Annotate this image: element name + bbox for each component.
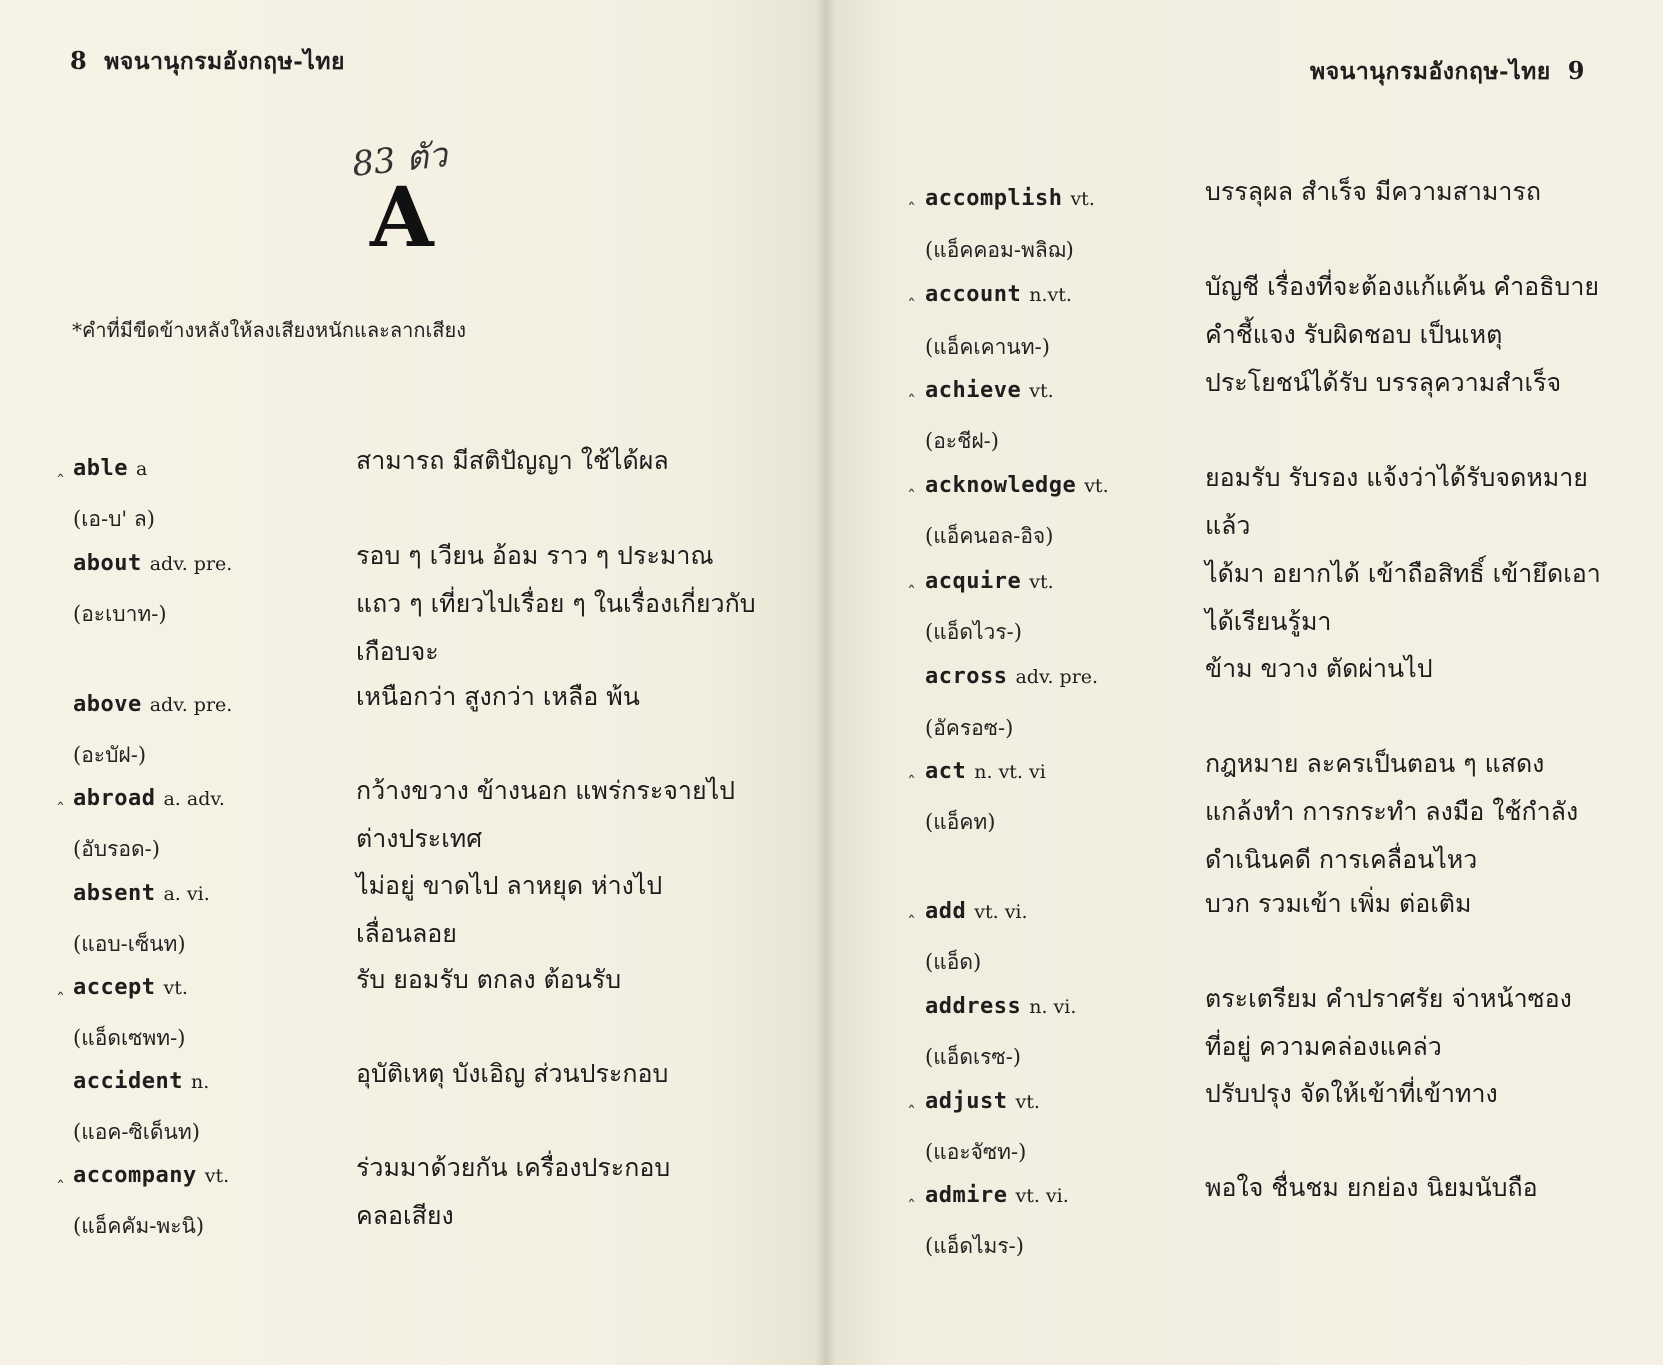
part-of-speech: vt. vi. bbox=[974, 901, 1028, 923]
definition: ปรับปรุง จัดให้เข้าที่เข้าทาง bbox=[1205, 1079, 1498, 1108]
pronunciation: (อะเบาท-) bbox=[73, 602, 167, 626]
stress-mark-icon: ˆ bbox=[907, 487, 916, 508]
definition: บัญชี เรื่องที่จะต้องแก้แค้น คำอธิบาย คำชี้แจง รับผิดชอบ เป็นเหตุ bbox=[1205, 272, 1600, 349]
part-of-speech: vt. vi. bbox=[1015, 1185, 1069, 1207]
definition: อุบัติเหตุ บังเอิญ ส่วนประกอบ bbox=[356, 1059, 669, 1088]
pronunciation: (แอ็คนอล-อิจ) bbox=[925, 524, 1054, 548]
pronunciation: (แอ็ด) bbox=[925, 950, 982, 974]
headword: across bbox=[925, 664, 1008, 689]
headword: acknowledge bbox=[925, 473, 1077, 498]
stress-mark-icon: ˆ bbox=[907, 392, 916, 413]
part-of-speech: vt. bbox=[1015, 1091, 1040, 1113]
definition: สามารถ มีสติปัญญา ใช้ได้ผล bbox=[356, 446, 669, 475]
stress-mark-icon: ˆ bbox=[56, 990, 65, 1011]
part-of-speech: a. adv. bbox=[163, 788, 225, 810]
definition: พอใจ ชื่นชม ยกย่อง นิยมนับถือ bbox=[1205, 1173, 1538, 1202]
stress-mark-icon: ˆ bbox=[56, 800, 65, 821]
part-of-speech: n.vt. bbox=[1029, 284, 1072, 306]
part-of-speech: n. vt. vi bbox=[974, 761, 1046, 783]
part-of-speech: a. vi. bbox=[163, 883, 210, 905]
definition: บรรลุผล สำเร็จ มีความสามารถ bbox=[1205, 177, 1541, 206]
definition: ไม่อยู่ ขาดไป ลาหยุด ห่างไป เลื่อนลอย bbox=[356, 871, 663, 948]
part-of-speech: adv. pre. bbox=[149, 553, 233, 575]
page-title: พจนานุกรมอังกฤษ-ไทย bbox=[1310, 58, 1551, 85]
headword: absent bbox=[73, 881, 156, 906]
headword: accompany bbox=[73, 1163, 197, 1188]
definition: ตระเตรียม คำปราศรัย จ่าหน้าซอง ที่อยู่ ความคล่องแคล่ว bbox=[1205, 984, 1572, 1061]
part-of-speech: adv. pre. bbox=[1015, 666, 1099, 688]
right-page-header bbox=[1310, 54, 1585, 90]
definition: กฎหมาย ละครเป็นตอน ๆ แสดง แกล้งทำ การกระทำ ลงมือ ใช้กำลัง ดำเนินคดี การเคลื่อนไหว bbox=[1205, 749, 1579, 874]
part-of-speech: vt. bbox=[1070, 188, 1095, 210]
pronunciation: (แอ็ดเซพท-) bbox=[73, 1026, 186, 1050]
part-of-speech: n. bbox=[190, 1071, 210, 1093]
part-of-speech: adv. pre. bbox=[149, 694, 233, 716]
part-of-speech: n. vi. bbox=[1029, 996, 1077, 1018]
stress-mark-icon: ˆ bbox=[907, 200, 916, 221]
pronunciation: (แอ็ดไมร-) bbox=[925, 1234, 1024, 1258]
stress-mark-icon: ˆ bbox=[56, 1178, 65, 1199]
stress-footnote: *คำที่มีขีดข้างหลังให้ลงเสียงหนักและลากเสียง bbox=[72, 318, 466, 342]
headword: about bbox=[73, 551, 142, 576]
definition: ประโยชน์ได้รับ บรรลุความสำเร็จ bbox=[1205, 368, 1562, 397]
headword: address bbox=[925, 994, 1022, 1019]
definition: รอบ ๆ เวียน อ้อม ราว ๆ ประมาณ แถว ๆ เที่ยวไปเรื่อย ๆ ในเรื่องเกี่ยวกับ เกือบจะ bbox=[356, 541, 756, 666]
pronunciation: (แอค-ซิเด็นท) bbox=[73, 1120, 200, 1144]
headword: admire bbox=[925, 1183, 1008, 1208]
pronunciation: (แอ็ดเรซ-) bbox=[925, 1045, 1021, 1069]
page-title: พจนานุกรมอังกฤษ-ไทย bbox=[104, 48, 345, 75]
page-number: 8 bbox=[70, 46, 88, 75]
definition: เหนือกว่า สูงกว่า เหลือ พ้น bbox=[356, 682, 640, 711]
part-of-speech: vt. bbox=[1029, 380, 1054, 402]
definition: ยอมรับ รับรอง แจ้งว่าได้รับจดหมาย แล้ว bbox=[1205, 463, 1588, 540]
part-of-speech: vt. bbox=[163, 977, 188, 999]
stress-mark-icon: ˆ bbox=[907, 1197, 916, 1218]
pronunciation: (แอบ-เซ็นท) bbox=[73, 932, 186, 956]
definition: ร่วมมาด้วยกัน เครื่องประกอบ คลอเสียง bbox=[356, 1153, 671, 1230]
headword: act bbox=[925, 759, 967, 784]
pronunciation: (แอ็คเคานท-) bbox=[925, 335, 1050, 359]
stress-mark-icon: ˆ bbox=[907, 1103, 916, 1124]
definition: ข้าม ขวาง ตัดผ่านไป bbox=[1205, 654, 1433, 683]
pronunciation: (อับรอด-) bbox=[73, 837, 160, 861]
pronunciation: (แอ็คคอม-พลิฌ) bbox=[925, 238, 1074, 262]
headword: abroad bbox=[73, 786, 156, 811]
part-of-speech: a bbox=[135, 458, 148, 480]
pronunciation: (แอ็ดไวร-) bbox=[925, 620, 1022, 644]
part-of-speech: vt. bbox=[1029, 571, 1054, 593]
pronunciation: (แอ็คท) bbox=[925, 810, 996, 834]
book-gutter bbox=[815, 0, 835, 1365]
pronunciation: (อะชีฝ-) bbox=[925, 429, 999, 453]
headword: acquire bbox=[925, 569, 1022, 594]
left-page bbox=[0, 0, 825, 1365]
handwritten-note: 83 ตัว bbox=[350, 135, 450, 185]
definition: บวก รวมเข้า เพิ่ม ต่อเติม bbox=[1205, 889, 1472, 918]
pronunciation: (อะบัฝ-) bbox=[73, 743, 147, 767]
headword: accomplish bbox=[925, 186, 1063, 211]
headword: accident bbox=[73, 1069, 183, 1094]
headword: account bbox=[925, 282, 1022, 307]
page-number: 9 bbox=[1567, 56, 1585, 85]
headword: adjust bbox=[925, 1089, 1008, 1114]
part-of-speech: vt. bbox=[204, 1165, 230, 1187]
section-letter: A bbox=[370, 170, 434, 266]
stress-mark-icon: ˆ bbox=[56, 472, 65, 493]
pronunciation: (อัครอซ-) bbox=[925, 716, 1014, 740]
definition: ได้มา อยากได้ เข้าถือสิทธิ์ เข้ายึดเอา ได้เรียนรู้มา bbox=[1205, 559, 1601, 636]
headword: achieve bbox=[925, 378, 1022, 403]
stress-mark-icon: ˆ bbox=[907, 773, 916, 794]
right-page bbox=[825, 0, 1663, 1365]
headword: accept bbox=[73, 975, 156, 1000]
pronunciation: (เอ-บ' ล) bbox=[73, 507, 155, 531]
stress-mark-icon: ˆ bbox=[907, 913, 916, 934]
definition: รับ ยอมรับ ตกลง ต้อนรับ bbox=[356, 965, 622, 994]
stress-mark-icon: ˆ bbox=[907, 583, 916, 604]
headword: able bbox=[73, 456, 128, 481]
definition: กว้างขวาง ข้างนอก แพร่กระจายไป ต่างประเทศ bbox=[356, 776, 736, 853]
left-page-header bbox=[70, 44, 345, 80]
stress-mark-icon: ˆ bbox=[907, 296, 916, 317]
headword: above bbox=[73, 692, 142, 717]
headword: add bbox=[925, 899, 967, 924]
pronunciation: (แอะจัซท-) bbox=[925, 1140, 1027, 1164]
part-of-speech: vt. bbox=[1084, 475, 1109, 497]
pronunciation: (แอ็คคัม-พะนิ) bbox=[73, 1214, 205, 1238]
